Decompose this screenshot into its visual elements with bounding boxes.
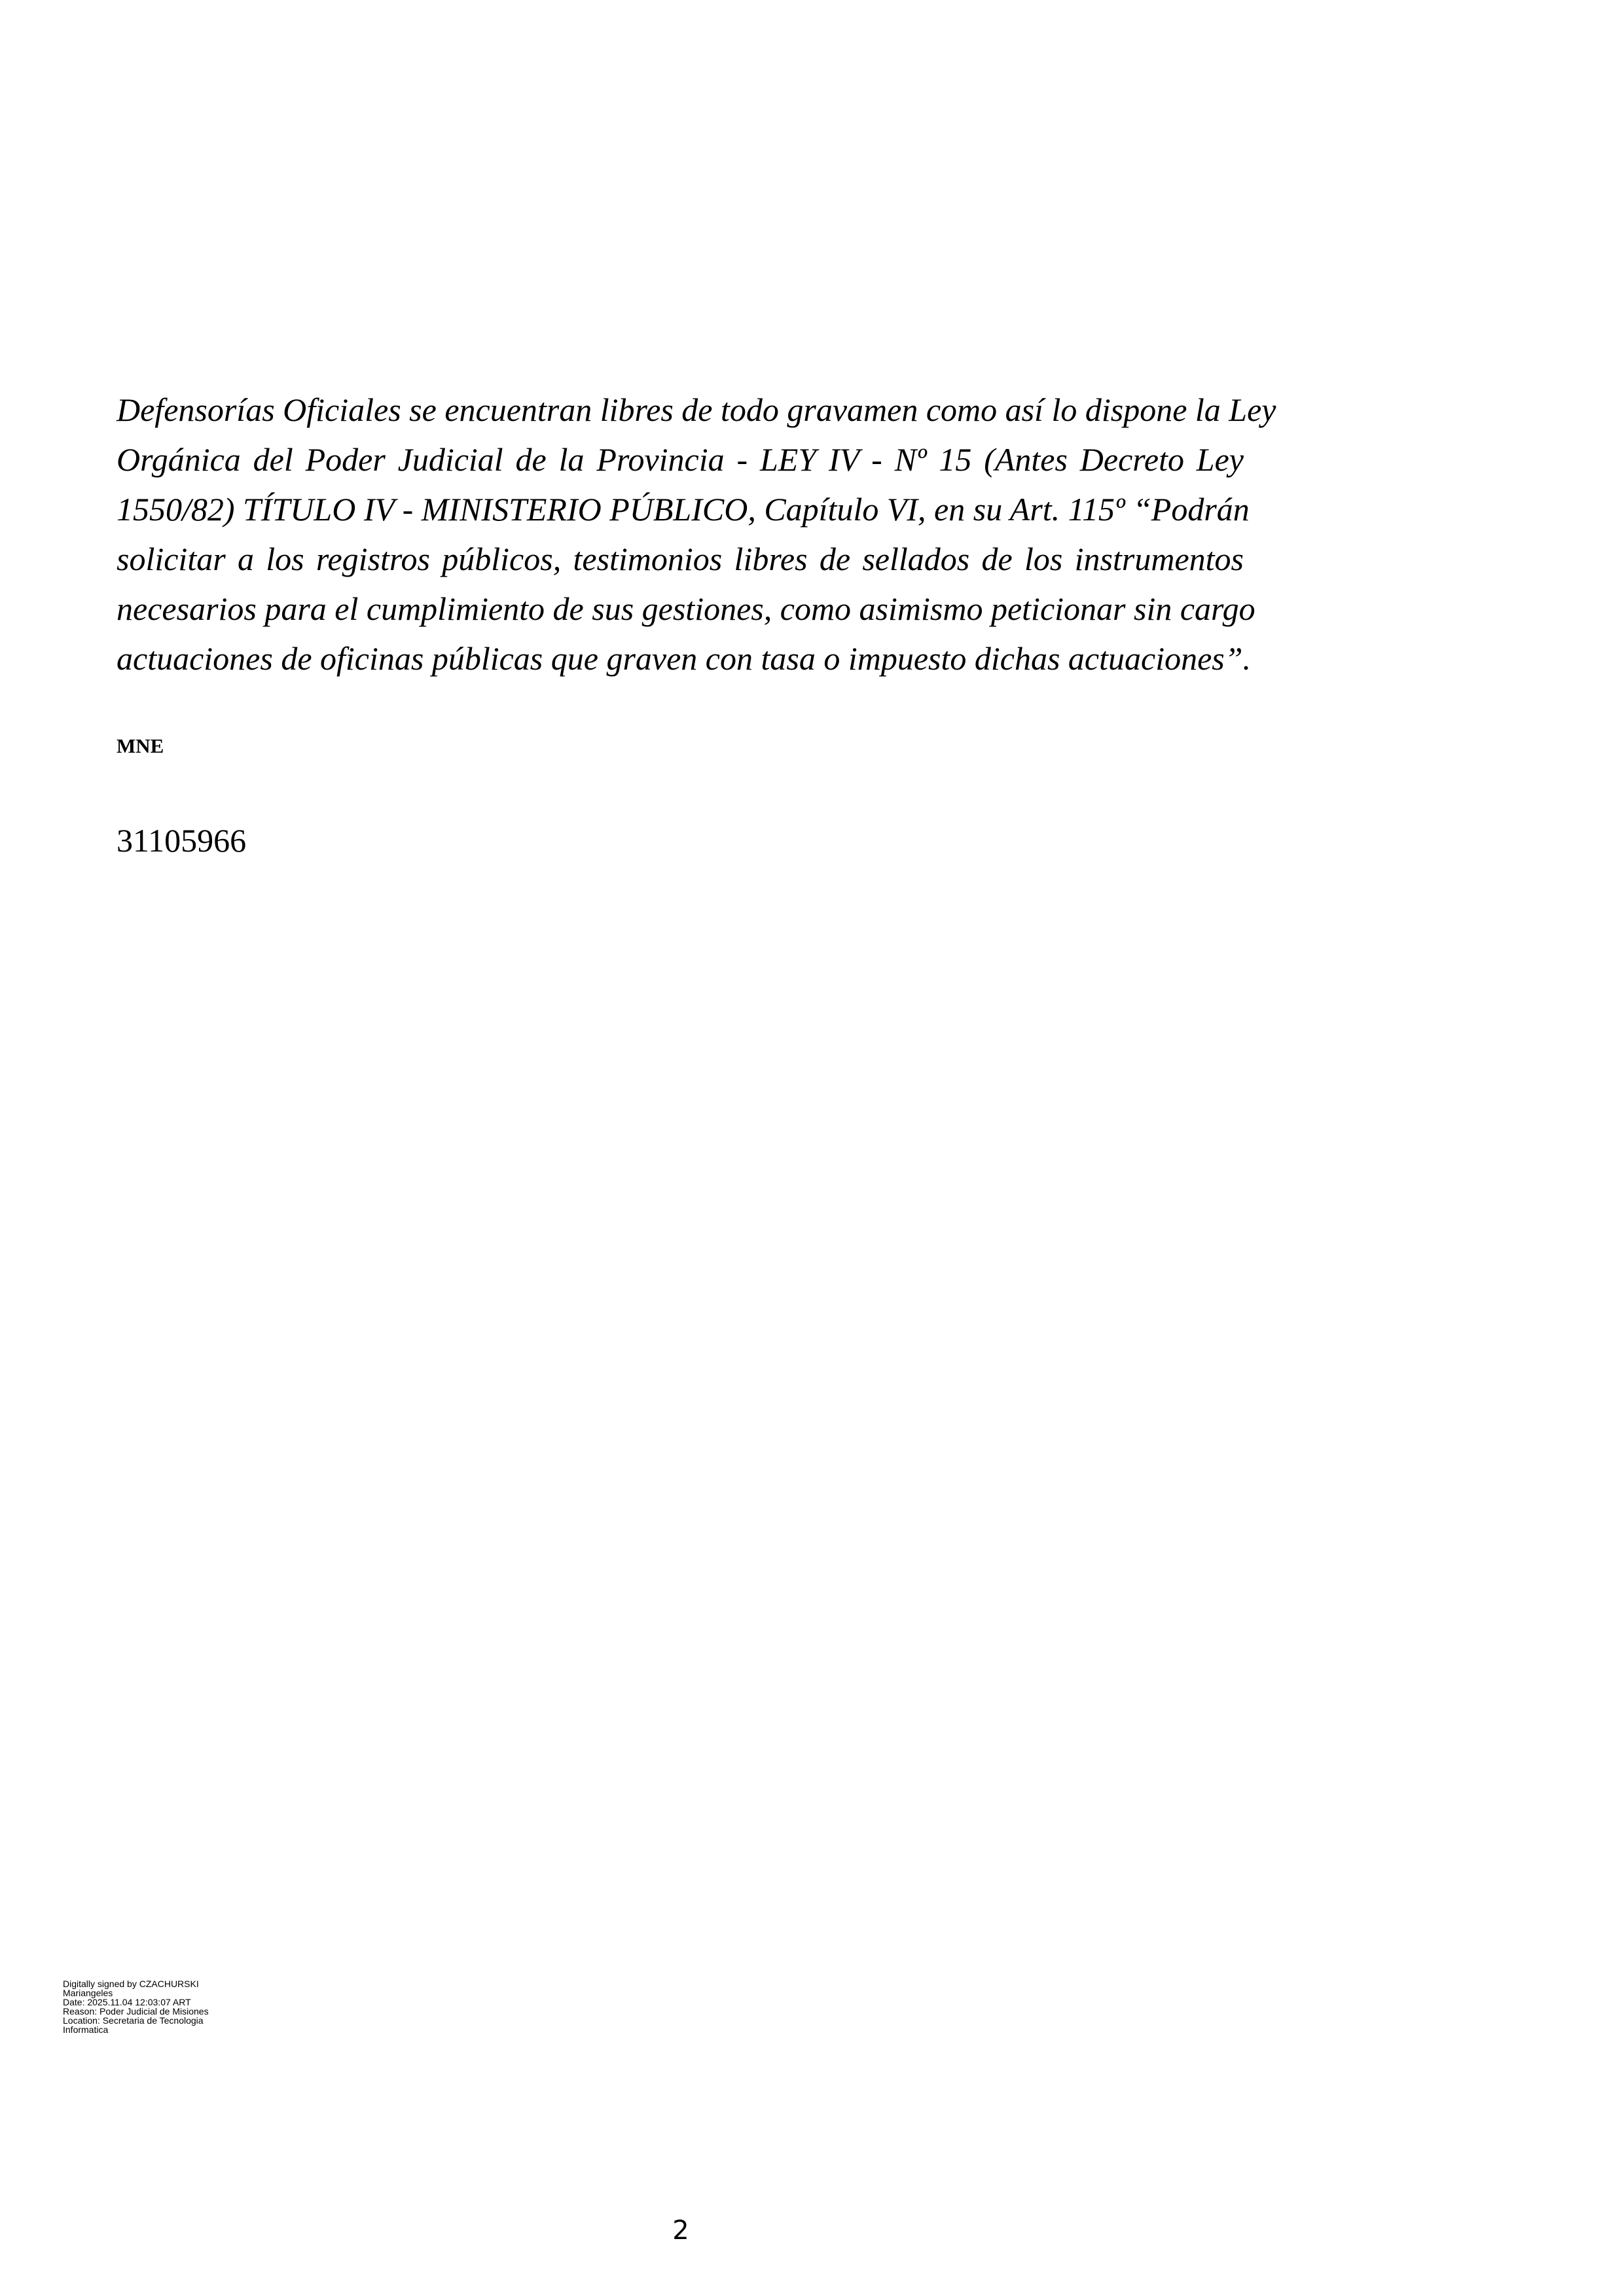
paragraph-line: Defensorías Oficiales se encuentran libres de todo gravamen como así lo dispone la Ley [117, 391, 1276, 428]
page-number: 2 [672, 2215, 689, 2246]
paragraph-line: solicitar a los registros públicos, testimonios libres de sellados de los instrumentos [117, 541, 1244, 577]
signature-line: Reason: Poder Judicial de Misiones [63, 2006, 209, 2017]
signature-line: Mariangeles [63, 1988, 113, 1998]
digital-signature-block [63, 1979, 209, 2034]
paragraph-line: necesarios para el cumplimiento de sus gestiones, como asimismo peticionar sin cargo [117, 590, 1255, 627]
signature-line: Informatica [63, 2024, 109, 2035]
document-number: 31105966 [117, 822, 247, 859]
signature-line: Digitally signed by CZACHURSKI [63, 1979, 199, 1989]
paragraph-line: 1550/82) TÍTULO IV - MINISTERIO PÚBLICO, Capítulo VI, en su Art. 115º “Podrán [117, 491, 1250, 528]
signature-line: Location: Secretaria de Tecnologia [63, 2015, 204, 2026]
paragraph-line: actuaciones de oficinas públicas que graven con tasa o impuesto dichas actuaciones”. [117, 640, 1252, 677]
body-paragraph [117, 385, 1276, 683]
signature-line: Date: 2025.11.04 12:03:07 ART [63, 1997, 191, 2007]
author-initials: MNE [117, 734, 164, 757]
paragraph-line: Orgánica del Poder Judicial de la Provincia - LEY IV - Nº 15 (Antes Decreto Ley [117, 441, 1244, 478]
